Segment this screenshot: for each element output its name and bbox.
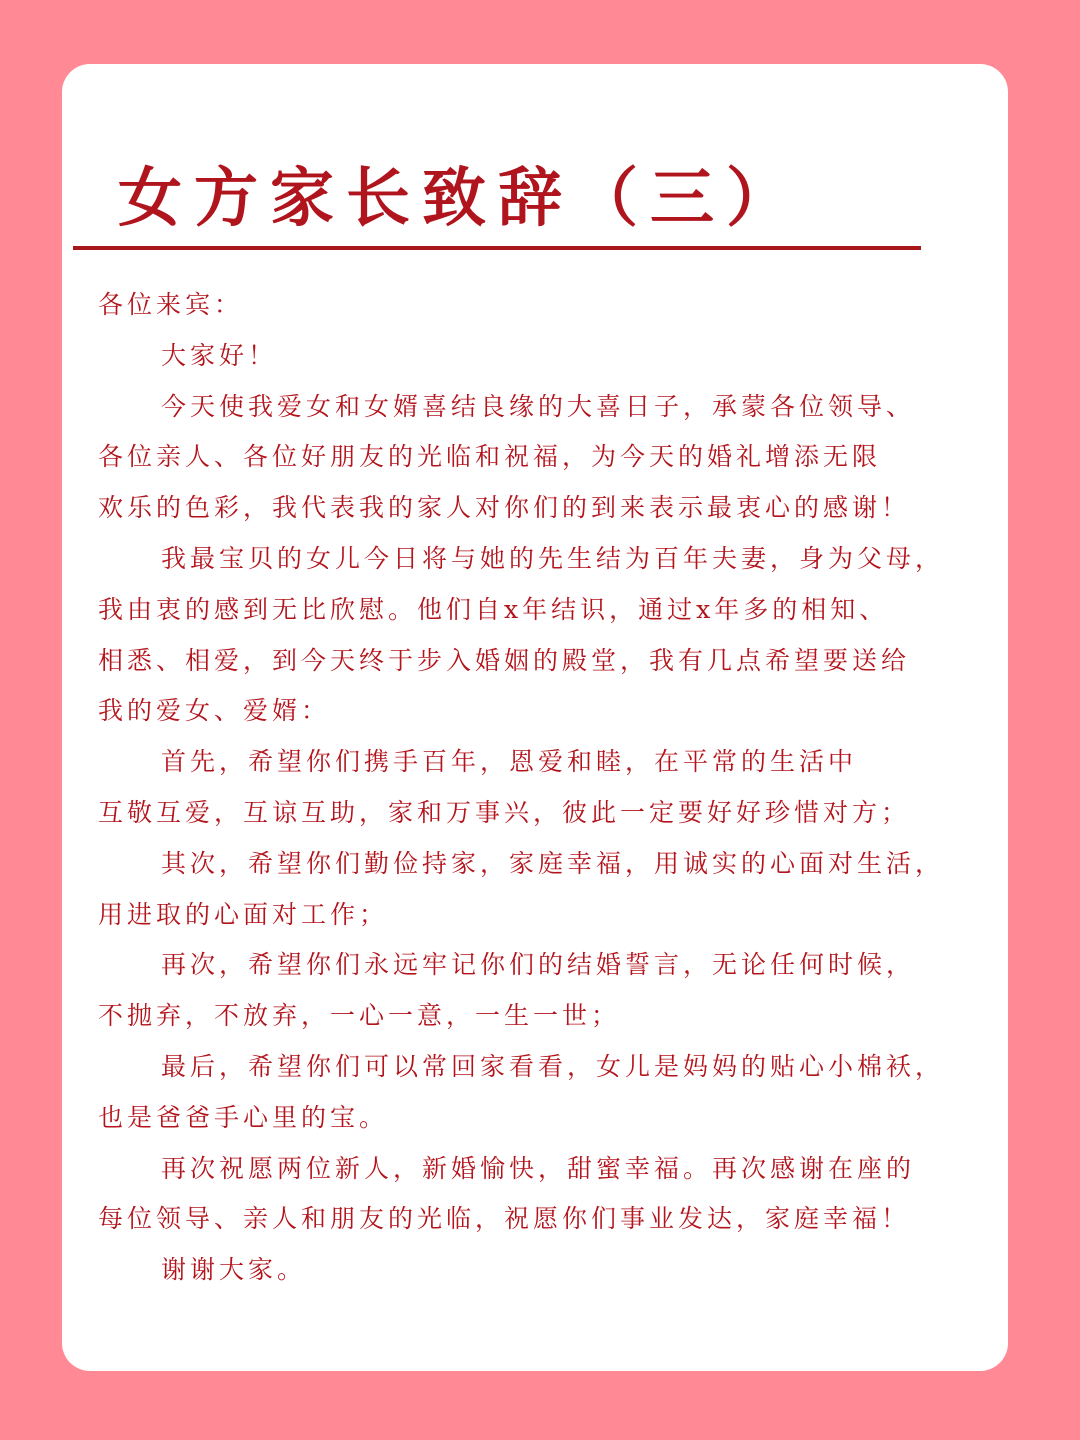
speech-body bbox=[98, 280, 998, 1296]
speech-line: 大家好！ bbox=[161, 340, 278, 370]
speech-line: 欢乐的色彩，我代表我的家人对你们的到来表示最衷心的感谢！ bbox=[98, 493, 911, 523]
speech-line: 相悉、相爱，到今天终于步入婚姻的殿堂，我有几点希望要送给 bbox=[98, 645, 911, 675]
speech-line: 也是爸爸手心里的宝。 bbox=[98, 1102, 389, 1132]
speech-line: 再次，希望你们永远牢记你们的结婚誓言，无论任何时候， bbox=[161, 950, 916, 980]
speech-line: 不抛弃，不放弃，一心一意，一生一世； bbox=[98, 1001, 621, 1031]
speech-line: 今天使我爱女和女婿喜结良缘的大喜日子，承蒙各位领导、 bbox=[161, 391, 916, 421]
speech-line: 每位领导、亲人和朋友的光临，祝愿你们事业发达，家庭幸福！ bbox=[98, 1204, 911, 1234]
speech-line: 我的爱女、爱婿： bbox=[98, 696, 331, 726]
speech-line: 我最宝贝的女儿今日将与她的先生结为百年夫妻，身为父母， bbox=[161, 543, 945, 573]
speech-line: 我由衷的感到无比欣慰。他们自x年结识，通过x年多的相知、 bbox=[98, 594, 889, 624]
speech-line: 再次祝愿两位新人，新婚愉快，甜蜜幸福。再次感谢在座的 bbox=[161, 1153, 916, 1183]
speech-line: 其次，希望你们勤俭持家，家庭幸福，用诚实的心面对生活， bbox=[161, 848, 945, 878]
speech-line: 互敬互爱，互谅互助，家和万事兴，彼此一定要好好珍惜对方； bbox=[98, 797, 911, 827]
speech-line: 各位来宾： bbox=[98, 290, 244, 319]
document-card bbox=[62, 64, 1008, 1371]
speech-line: 最后，希望你们可以常回家看看，女儿是妈妈的贴心小棉袄， bbox=[161, 1051, 945, 1081]
speech-line: 用进取的心面对工作； bbox=[98, 899, 389, 929]
speech-line: 首先，希望你们携手百年，恩爱和睦，在平常的生活中 bbox=[161, 747, 858, 777]
speech-line: 谢谢大家。 bbox=[161, 1255, 307, 1285]
title-underline bbox=[73, 246, 921, 250]
page-title: 女方家长致辞（三） bbox=[118, 161, 802, 236]
speech-line: 各位亲人、各位好朋友的光临和祝福，为今天的婚礼增添无限 bbox=[98, 442, 882, 472]
